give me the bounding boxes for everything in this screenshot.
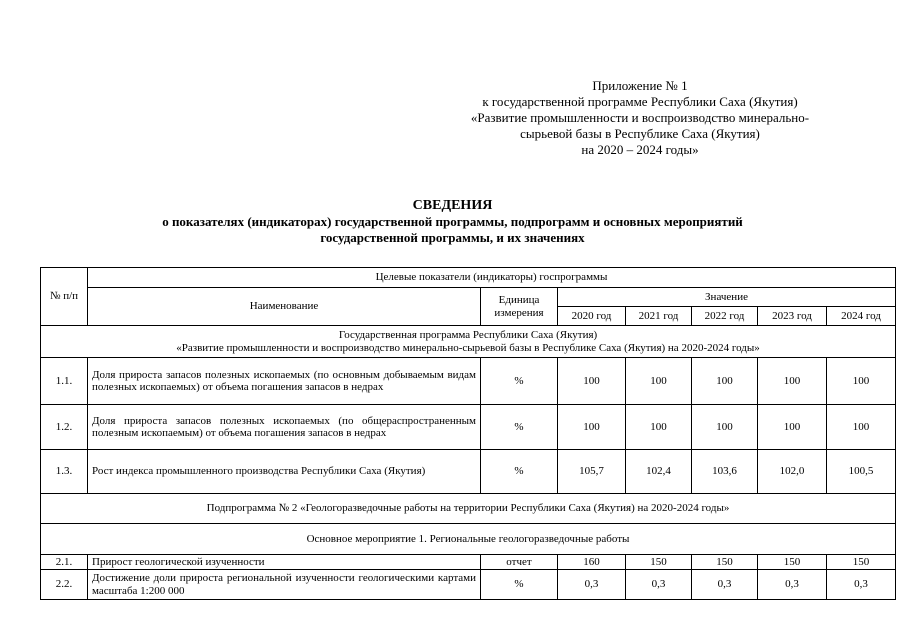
value-2023: 102,0 (758, 450, 827, 494)
table-header (41, 268, 896, 326)
value-2023: 100 (758, 358, 827, 405)
value-2023: 150 (758, 555, 827, 570)
value-2023: 100 (758, 405, 827, 450)
row-number: 1.2. (41, 405, 88, 450)
appendix-line: на 2020 – 2024 годы» (581, 142, 699, 157)
header-year: 2024 год (827, 307, 896, 326)
value-2024: 100 (827, 405, 896, 450)
document-heading (40, 198, 865, 246)
appendix-line: к государственной программе Республики Саха (Якутия) (482, 94, 798, 109)
table-row (41, 405, 896, 450)
header-name: Наименование (88, 288, 481, 326)
unit-cell: % (481, 570, 558, 600)
table-row (41, 450, 896, 494)
appendix-block (440, 78, 840, 158)
header-group: Целевые показатели (индикаторы) госпрограммы (88, 268, 896, 288)
value-2024: 0,3 (827, 570, 896, 600)
document-subtitle: о показателях (индикаторах) государственной программы, подпрограмм и основных мероприятий (162, 214, 743, 229)
value-2021: 0,3 (626, 570, 692, 600)
document-title: СВЕДЕНИЯ (412, 198, 493, 213)
header-year: 2023 год (758, 307, 827, 326)
value-2020: 160 (558, 555, 626, 570)
program-rows (41, 358, 896, 494)
appendix-line: сырьевой базы в Республике Саха (Якутия) (520, 126, 760, 141)
value-2024: 100 (827, 358, 896, 405)
row-number: 2.2. (41, 570, 88, 600)
unit-cell: % (481, 358, 558, 405)
value-2022: 100 (692, 405, 758, 450)
value-2021: 150 (626, 555, 692, 570)
value-2022: 103,6 (692, 450, 758, 494)
value-2020: 100 (558, 358, 626, 405)
value-2020: 105,7 (558, 450, 626, 494)
activity-title: Основное мероприятие 1. Региональные геологоразведочные работы (41, 524, 896, 555)
program-title: Государственная программа Республики Саха (Якутия) (338, 329, 598, 341)
value-2024: 100,5 (827, 450, 896, 494)
value-2021: 100 (626, 405, 692, 450)
row-number: 2.1. (41, 555, 88, 570)
subprogram-section (41, 494, 896, 555)
value-2021: 102,4 (626, 450, 692, 494)
header-year: 2022 год (692, 307, 758, 326)
value-2023: 0,3 (758, 570, 827, 600)
unit-cell: % (481, 405, 558, 450)
value-2022: 100 (692, 358, 758, 405)
program-title-row (41, 326, 896, 358)
indicator-name: Доля прироста запасов полезных ископаемых (по основным добываемым видам полезных ископаемых) от объема погашения запасов в недрах (88, 358, 481, 405)
header-unit: Единица измерения (481, 288, 558, 326)
unit-cell: % (481, 450, 558, 494)
indicator-name: Рост индекса промышленного производства Республики Саха (Якутия) (88, 450, 481, 494)
value-2022: 0,3 (692, 570, 758, 600)
header-values: Значение (558, 288, 896, 307)
appendix-title: Приложение № 1 (592, 78, 688, 93)
program-title: «Развитие промышленности и воспроизводство минерально-сырьевой базы в Республике Саха (Якутия) на 2020-2024 годы» (176, 341, 760, 354)
indicator-name: Прирост геологической изученности (88, 555, 481, 570)
table-row (41, 555, 896, 570)
unit-cell: отчет (481, 555, 558, 570)
value-2020: 0,3 (558, 570, 626, 600)
row-number: 1.1. (41, 358, 88, 405)
row-number: 1.3. (41, 450, 88, 494)
appendix-line: «Развитие промышленности и воспроизводство минерально- (470, 110, 810, 125)
header-year: 2020 год (558, 307, 626, 326)
activity-rows (41, 555, 896, 600)
value-2021: 100 (626, 358, 692, 405)
value-2022: 150 (692, 555, 758, 570)
program-section (41, 326, 896, 358)
header-year: 2021 год (626, 307, 692, 326)
indicators-table (40, 267, 896, 600)
indicator-name: Доля прироста запасов полезных ископаемых (по общераспространенным полезным ископаемым) от объема погашения запасов в недрах (88, 405, 481, 450)
table-row (41, 570, 896, 600)
header-num: № п/п (41, 268, 88, 326)
value-2020: 100 (558, 405, 626, 450)
document-subtitle: государственной программы, и их значениях (320, 230, 585, 245)
indicator-name: Достижение доли прироста региональной изученности геологическими картами масштаба 1:200 000 (88, 570, 481, 600)
subprogram-title: Подпрограмма № 2 «Геологоразведочные работы на территории Республики Саха (Якутия) на 2020-2024 годы» (41, 494, 896, 524)
value-2024: 150 (827, 555, 896, 570)
table-row (41, 358, 896, 405)
